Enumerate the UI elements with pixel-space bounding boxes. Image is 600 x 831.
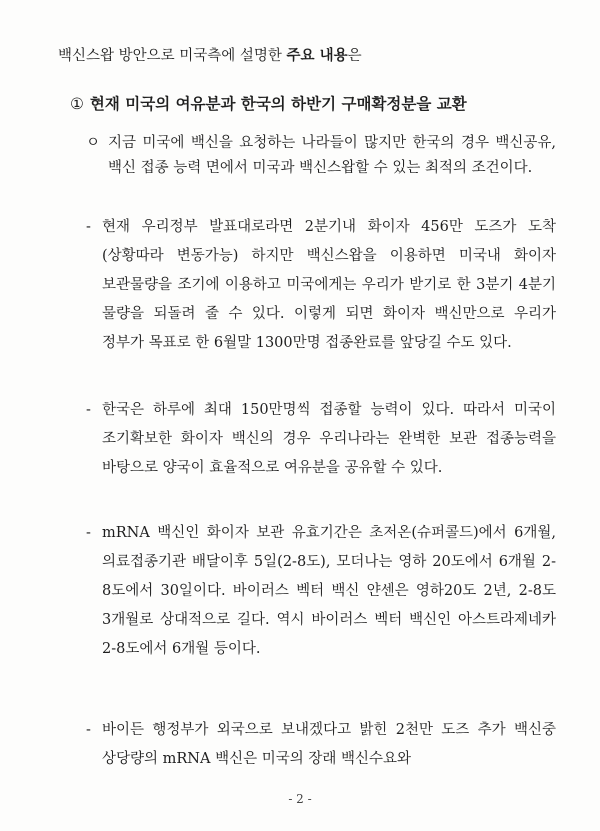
- dash-text: 한국은 하루에 최대 150만명씩 접종할 능력이 있다. 따라서 미국이 조기확보한 화이자 백신의 경우 우리나라는 완벽한 보관 접종능력을 바탕으로 양국이 효율적으로 여유분을 공유할 수 있다.: [102, 402, 556, 476]
- intro-prefix: 백신스왑 방안으로 미국측에 설명한: [58, 48, 287, 64]
- circled-number: ①: [70, 95, 84, 113]
- heading-text: 현재 미국의 여유분과 한국의 하반기 구매확정분을 교환: [89, 94, 467, 113]
- dash-paragraph-3: [86, 519, 556, 664]
- intro-suffix: 은: [347, 48, 362, 64]
- dash-mark: -: [86, 525, 91, 541]
- bullet-text: 지금 미국에 백신을 요청하는 나라들이 많지만 한국의 경우 백신공유, 백신 접종 능력 면에서 미국과 백신스왑할 수 있는 최적의 조건이다.: [108, 135, 556, 176]
- dash-text: 현재 우리정부 발표대로라면 2분기내 화이자 456만 도즈가 도착(상황따라 변동가능) 하지만 백신스왑을 이용하면 미국내 화이자 보관물량을 조기에 이용하고 미국에게는 우리가 받기로 한 3분기 4분기 물량을 되돌려 줄 수 있다. 이렇게 되면 화이자 백신만으로 우리가 정부가 목표로 한 6월말 1300만명 접종완료를 앞당길 수도 있다.: [102, 219, 556, 351]
- section-heading: [70, 93, 570, 115]
- page-number: - 2 -: [288, 792, 312, 806]
- bullet-mark: ㅇ: [86, 135, 101, 151]
- intro-line: [58, 46, 558, 66]
- intro-bold: 주요 내용: [286, 47, 348, 64]
- dash-paragraph-2: [86, 396, 556, 483]
- dash-text: 바이든 행정부가 외국으로 보내겠다고 밝힌 2천만 도즈 추가 백신중 상당량의 mRNA 백신은 미국의 장래 백신수요와: [102, 722, 556, 767]
- dash-mark: -: [86, 219, 91, 235]
- dash-text: mRNA 백신인 화이자 보관 유효기간은 초저온(슈퍼콜드)에서 6개월, 의료접종기관 배달이후 5일(2-8도), 모더나는 영하 20도에서 6개월 2-8도에서 30일이다. 바이러스 벡터 백신 얀센은 영하20도 2년, 2-8도 3개월로 상대적으로 길다. 역시 바이러스 벡터 백신인 아스트라제네카 2-8도에서 6개월 등이다.: [102, 525, 556, 657]
- dash-mark: -: [86, 402, 91, 418]
- dash-paragraph-4: [86, 716, 556, 774]
- dash-mark: -: [86, 722, 91, 738]
- bullet-paragraph: [86, 131, 556, 181]
- dash-paragraph-1: [86, 213, 556, 358]
